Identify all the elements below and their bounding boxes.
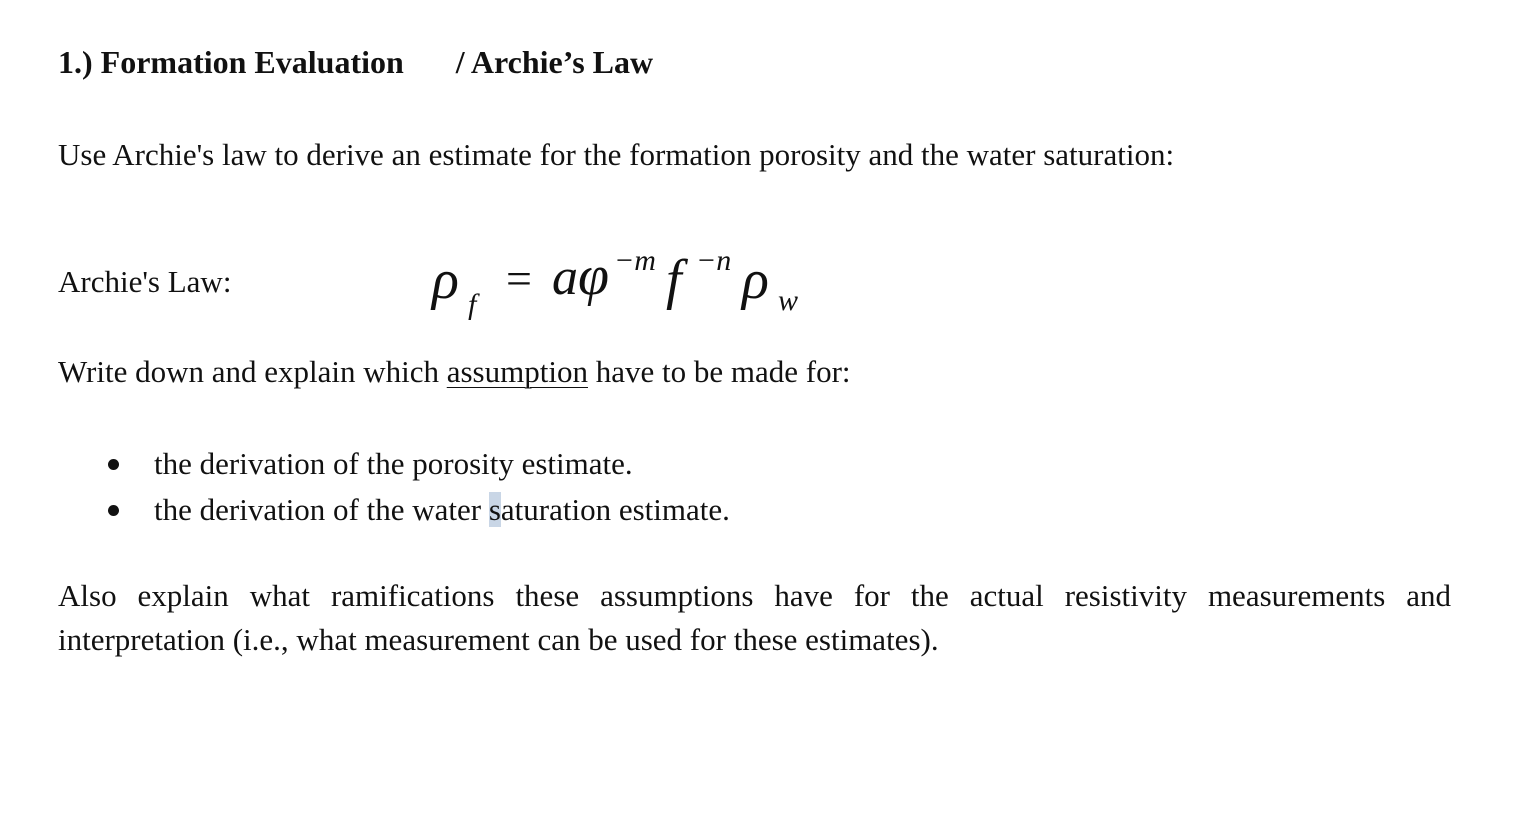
formula-rho-f: ρ — [432, 249, 459, 311]
archie-law-formula — [430, 240, 830, 320]
page-title — [58, 44, 653, 81]
formula-subscript-w: w — [778, 284, 799, 317]
list-item — [58, 441, 730, 487]
formula-exponent-m: −m — [614, 244, 656, 277]
formula-equals: = — [506, 253, 532, 304]
formula-phi: φ — [578, 245, 609, 307]
instruction-underlined-word: assumption — [446, 354, 588, 389]
bullet-list — [58, 441, 730, 533]
list-item-text: the derivation of the porosity estimate. — [154, 446, 633, 481]
bullet-dot-icon — [108, 505, 119, 516]
text-cursor-highlight: s — [488, 492, 501, 527]
list-item-text-before: the derivation of the water — [154, 492, 489, 527]
list-item — [58, 487, 730, 533]
instruction-paragraph — [58, 350, 1451, 394]
instruction-suffix: have to be made for: — [587, 354, 851, 389]
list-item-text-after: aturation estimate. — [500, 492, 730, 527]
bullet-dot-icon — [108, 459, 119, 470]
formula-exponent-n: −n — [696, 244, 732, 277]
formula-subscript-f: f — [468, 288, 477, 320]
formula-coefficient-a: a — [552, 249, 578, 306]
title-main: 1.) Formation Evaluation — [58, 44, 404, 80]
intro-paragraph: Use Archie's law to derive an estimate for the formation porosity and the water saturation: — [58, 137, 1175, 172]
archie-law-row — [58, 244, 1058, 322]
closing-paragraph: Also explain what ramifications these assumptions have for the actual resistivity measurements and interpretation (i.e., what measurement can be used for these estimates). — [58, 578, 1451, 657]
title-subtitle: / Archie’s Law — [455, 44, 654, 80]
formula-f: f — [666, 249, 682, 311]
formula-rho-w: ρ — [742, 249, 769, 311]
archie-law-label: Archie's Law: — [58, 264, 232, 299]
instruction-prefix: Write down and explain which — [58, 354, 447, 389]
